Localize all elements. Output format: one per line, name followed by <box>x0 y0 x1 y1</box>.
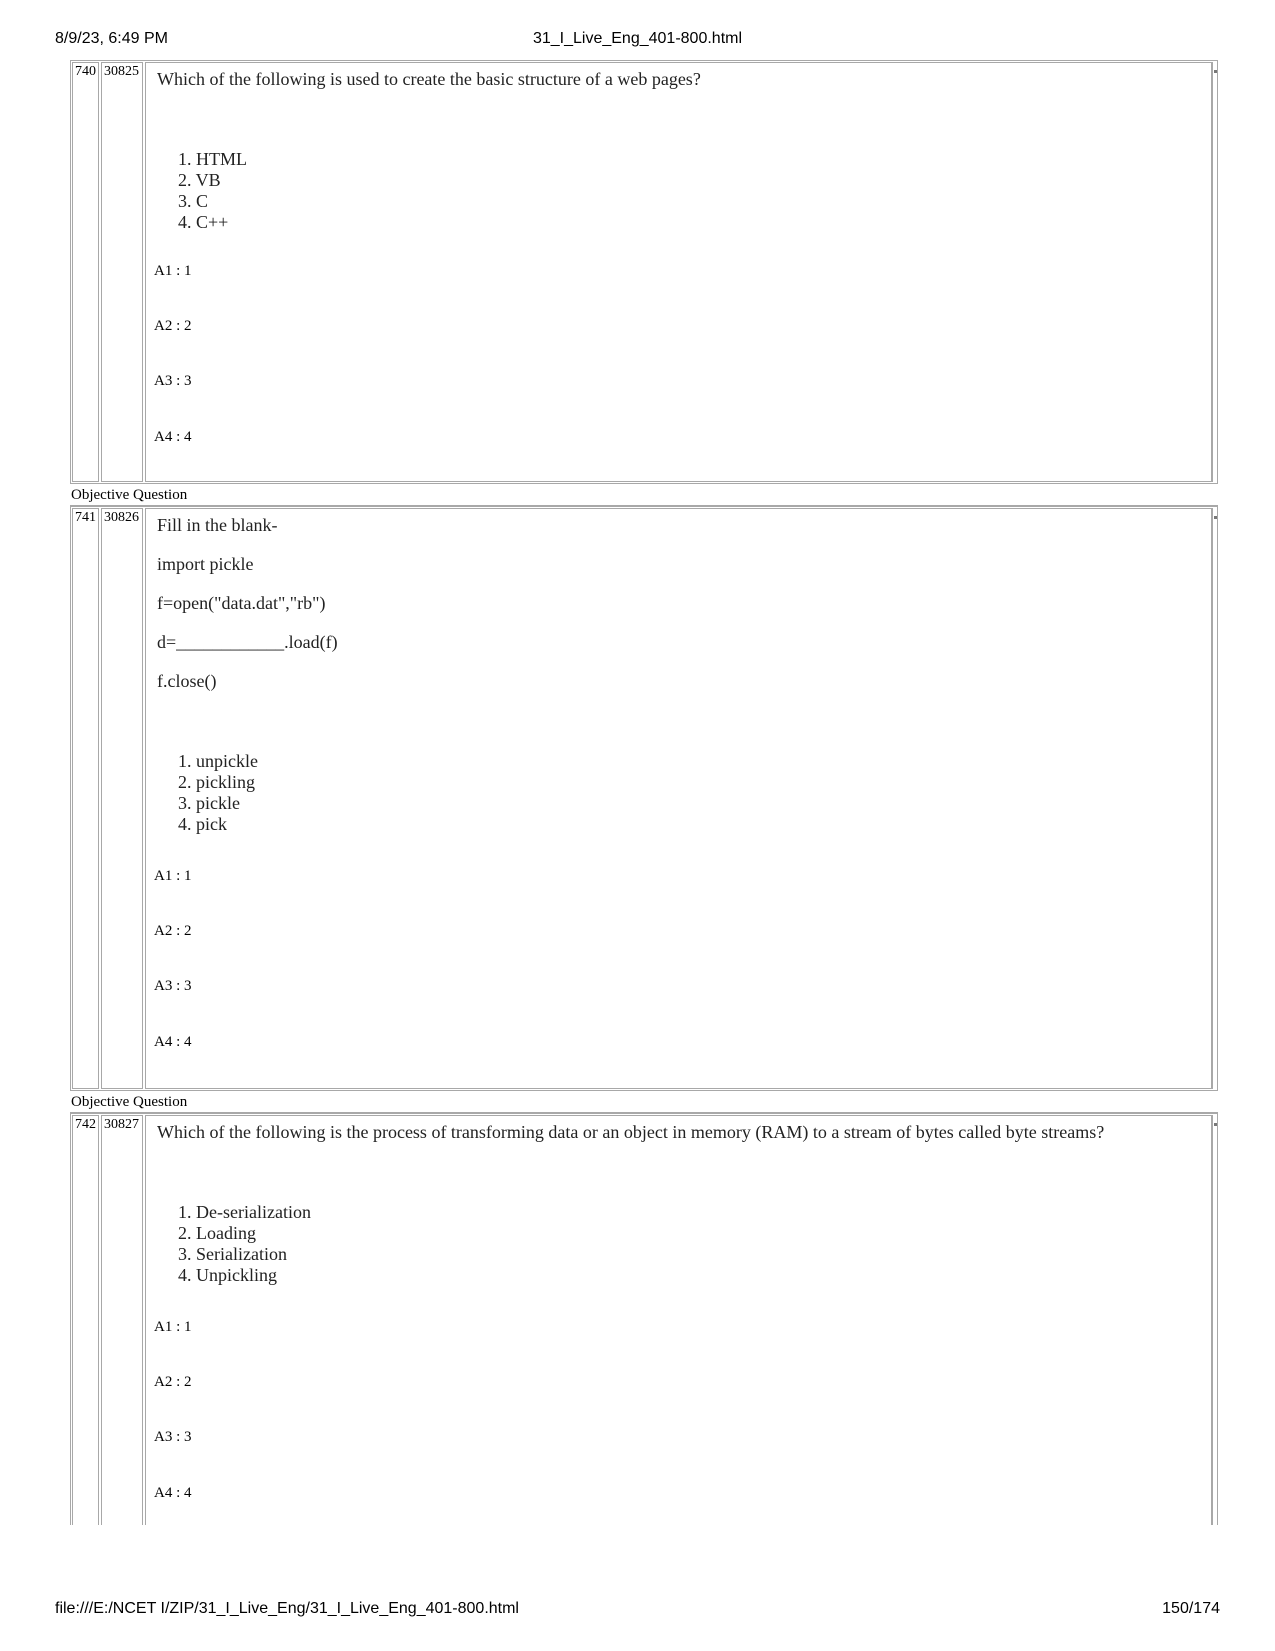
question-body <box>145 1115 1212 1525</box>
option-item: 4. Unpickling <box>178 1265 277 1285</box>
question-serial: 741 <box>72 508 99 1089</box>
answer-line: A1 : 1 <box>154 263 192 279</box>
question-id: 30827 <box>101 1115 143 1525</box>
option-item: 1. unpickle <box>178 751 258 771</box>
option-item: 2. Loading <box>178 1223 256 1243</box>
cell-edge-marker <box>1212 1115 1217 1525</box>
question-body <box>145 62 1212 482</box>
section-label: Objective Question <box>70 484 1218 506</box>
option-item: 3. Serialization <box>178 1244 287 1264</box>
question-serial: 740 <box>72 62 99 482</box>
question-id: 30825 <box>101 62 143 482</box>
answer-line: A3 : 3 <box>154 373 192 389</box>
option-item: 2. pickling <box>178 772 255 792</box>
question-text: Which of the following is used to create the basic structure of a web pages? <box>157 69 701 89</box>
print-page-number: 150/174 <box>1162 1600 1220 1617</box>
question-body <box>145 508 1212 1089</box>
question-serial: 742 <box>72 1115 99 1525</box>
question-text: f=open("data.dat","rb") <box>157 593 326 613</box>
question-table <box>70 506 1218 1091</box>
cell-edge-marker <box>1212 508 1217 1089</box>
answer-line: A4 : 4 <box>154 1485 192 1501</box>
answer-line: A3 : 3 <box>154 978 192 994</box>
question-text: Which of the following is the process of transforming data or an object in memory (RAM) to a stream of bytes called byte streams? <box>157 1122 1105 1142</box>
print-datetime: 8/9/23, 6:49 PM <box>55 30 168 47</box>
print-doc-title: 31_I_Live_Eng_401-800.html <box>532 30 743 47</box>
option-list <box>178 149 247 233</box>
answer-line: A4 : 4 <box>154 1034 192 1050</box>
question-text: f.close() <box>157 671 217 691</box>
answer-line: A1 : 1 <box>154 1319 192 1335</box>
option-list <box>178 1202 311 1286</box>
question-id: 30826 <box>101 508 143 1089</box>
print-file-path: file:///E:/NCET I/ZIP/31_I_Live_Eng/31_I_Live_Eng_401-800.html <box>55 1600 519 1617</box>
section-label: Objective Question <box>70 1091 1218 1113</box>
option-item: 1. HTML <box>178 149 247 169</box>
answer-line: A1 : 1 <box>154 868 192 884</box>
answer-line: A2 : 2 <box>154 1374 192 1390</box>
option-item: 2. VB <box>178 170 221 190</box>
question-text: Fill in the blank- <box>157 515 278 535</box>
option-item: 4. pick <box>178 814 227 834</box>
question-table <box>70 60 1218 484</box>
question-text: d=____________.load(f) <box>157 632 338 652</box>
print-header <box>55 30 1220 50</box>
option-item: 3. pickle <box>178 793 240 813</box>
option-item: 1. De-serialization <box>178 1202 311 1222</box>
page-content <box>70 60 1218 1525</box>
option-item: 4. C++ <box>178 212 229 232</box>
cell-edge-marker <box>1212 62 1217 482</box>
answer-line: A2 : 2 <box>154 923 192 939</box>
question-text: import pickle <box>157 554 254 574</box>
answer-line: A2 : 2 <box>154 318 192 334</box>
option-item: 3. C <box>178 191 209 211</box>
answer-line: A4 : 4 <box>154 429 192 445</box>
print-footer <box>55 1600 1220 1620</box>
question-table <box>70 1113 1218 1525</box>
answer-line: A3 : 3 <box>154 1429 192 1445</box>
option-list <box>178 751 258 835</box>
